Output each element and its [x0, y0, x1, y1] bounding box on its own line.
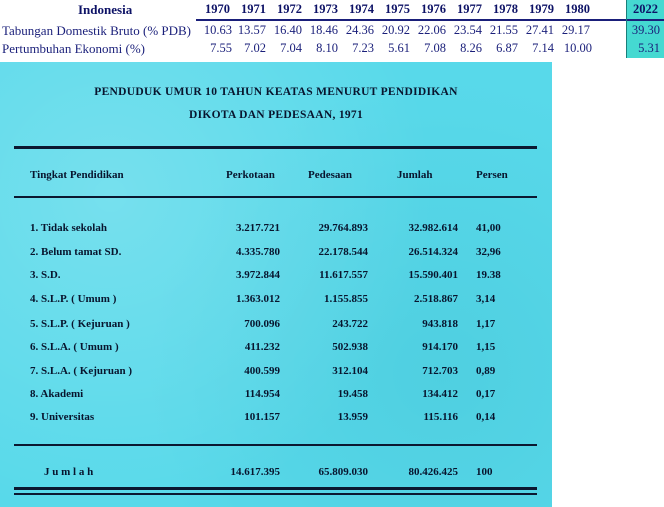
doc-title-line1: PENDUDUK UMUR 10 TAHUN KEATAS MENURUT PENDIDIKAN	[94, 86, 458, 98]
row-percent: 1,17	[476, 318, 496, 330]
value-cell-2022: 39.30	[631, 23, 660, 37]
doc-title-line2: DIKOTA DAN PEDESAAN, 1971	[188, 109, 364, 121]
row-percent: 41,00	[476, 222, 501, 234]
highlight-2022-border	[626, 0, 627, 58]
header-rule	[14, 196, 537, 198]
row-urban: 114.954	[244, 388, 280, 400]
value-cell: 7.23	[352, 41, 374, 55]
year-header: 1980	[565, 2, 590, 16]
row-total: 115.116	[423, 411, 458, 423]
value-cell: 7.04	[280, 41, 302, 55]
value-cell: 8.10	[316, 41, 338, 55]
value-cell: 13.57	[237, 23, 266, 37]
row-total: 15.590.401	[408, 269, 458, 281]
top-rule	[14, 146, 537, 149]
value-cell: 10.63	[203, 23, 232, 37]
row-total: 914.170	[422, 341, 458, 353]
row-rural: 312.104	[332, 365, 368, 377]
year-header: 1977	[457, 2, 482, 16]
row-percent: 0,14	[476, 411, 496, 423]
total-urban: 14.617.395	[230, 466, 280, 478]
col-header-percent: Persen	[476, 169, 508, 181]
col-header-rural: Pedesaan	[308, 169, 352, 181]
row-level: 5. S.L.P. ( Kejuruan )	[30, 318, 130, 330]
row-percent: 3,14	[476, 293, 496, 305]
row-label: Tabungan Domestik Bruto (% PDB)	[2, 23, 192, 38]
table-row	[0, 290, 552, 308]
row-rural: 1.155.855	[324, 293, 368, 305]
row-urban: 3.972.844	[236, 269, 280, 281]
value-cell: 20.92	[381, 23, 410, 37]
row-level: 4. S.L.P. ( Umum )	[30, 293, 117, 305]
indonesia-economic-table	[0, 0, 664, 58]
year-header: 1976	[421, 2, 446, 16]
row-rural: 502.938	[332, 341, 368, 353]
row-urban: 4.335.780	[236, 246, 280, 258]
row-urban: 101.157	[244, 411, 280, 423]
value-cell: 10.00	[563, 41, 592, 55]
value-cell: 24.36	[345, 23, 374, 37]
year-header: 1972	[277, 2, 302, 16]
row-level: 1. Tidak sekolah	[30, 222, 107, 234]
value-cell: 6.87	[496, 41, 518, 55]
row-total: 26.514.324	[408, 246, 458, 258]
table-row	[0, 266, 552, 284]
row-rural: 11.617.557	[319, 269, 368, 281]
total-row	[0, 463, 552, 481]
value-cell: 18.46	[309, 23, 338, 37]
row-percent: 1,15	[476, 341, 496, 353]
col-header-urban: Perkotaan	[226, 169, 275, 181]
total-rural: 65.809.030	[318, 466, 368, 478]
value-cell: 8.26	[460, 41, 482, 55]
row-rural: 19.458	[337, 388, 368, 400]
row-total: 134.412	[422, 388, 458, 400]
row-rural: 22.178.544	[318, 246, 368, 258]
table-row	[0, 385, 552, 403]
top-table-row-savings	[0, 21, 664, 40]
value-cell: 22.06	[417, 23, 446, 37]
year-header: 1975	[385, 2, 410, 16]
row-percent: 0,89	[476, 365, 496, 377]
value-cell: 7.08	[424, 41, 446, 55]
value-cell: 16.40	[273, 23, 302, 37]
value-cell: 7.14	[532, 41, 554, 55]
col-header-total: Jumlah	[397, 169, 433, 181]
row-label: Pertumbuhan Ekonomi (%)	[2, 41, 145, 56]
doc-header-row	[0, 166, 552, 184]
row-urban: 1.363.012	[236, 293, 280, 305]
row-total: 712.703	[422, 365, 458, 377]
total-label: J u m l a h	[44, 466, 94, 478]
table-row	[0, 362, 552, 380]
top-table-country-label: Indonesia	[78, 2, 133, 17]
value-cell: 7.02	[244, 41, 266, 55]
value-cell: 29.17	[561, 23, 590, 37]
row-total: 2.518.867	[414, 293, 458, 305]
row-rural: 29.764.893	[318, 222, 368, 234]
year-header: 1970	[205, 2, 230, 16]
row-percent: 32,96	[476, 246, 501, 258]
year-header: 1978	[493, 2, 518, 16]
table-row	[0, 219, 552, 237]
table-row	[0, 408, 552, 426]
value-cell: 7.55	[210, 41, 232, 55]
row-urban: 3.217.721	[236, 222, 280, 234]
year-header: 1979	[529, 2, 554, 16]
row-percent: 0,17	[476, 388, 496, 400]
year-header: 1973	[313, 2, 338, 16]
row-total: 32.982.614	[408, 222, 458, 234]
table-row	[0, 315, 552, 333]
value-cell: 23.54	[453, 23, 482, 37]
top-table-header-row	[0, 0, 664, 19]
row-level: 6. S.L.A. ( Umum )	[30, 341, 119, 353]
table-row	[0, 243, 552, 261]
row-urban: 700.096	[244, 318, 280, 330]
value-cell: 5.61	[388, 41, 410, 55]
table-row	[0, 338, 552, 356]
row-level: 2. Belum tamat SD.	[30, 246, 122, 258]
col-header-level: Tingkat Pendidikan	[30, 169, 124, 181]
row-percent: 19.38	[476, 269, 501, 281]
scanned-education-table	[0, 62, 552, 507]
row-urban: 400.599	[244, 365, 280, 377]
row-rural: 13.959	[337, 411, 368, 423]
row-urban: 411.232	[244, 341, 280, 353]
value-cell: 27.41	[525, 23, 554, 37]
row-level: 7. S.L.A. ( Kejuruan )	[30, 365, 133, 377]
year-header: 1971	[241, 2, 266, 16]
row-rural: 243.722	[332, 318, 368, 330]
row-total: 943.818	[422, 318, 458, 330]
top-table-row-growth	[0, 39, 664, 58]
value-cell: 21.55	[489, 23, 518, 37]
total-rule	[14, 444, 537, 446]
year-header-2022: 2022	[633, 2, 658, 16]
bottom-rule	[14, 487, 537, 490]
value-cell-2022: 5.31	[638, 41, 660, 55]
row-level: 9. Universitas	[30, 411, 95, 423]
total-total: 80.426.425	[408, 466, 458, 478]
total-percent: 100	[476, 466, 493, 478]
year-header: 1974	[349, 2, 374, 16]
row-level: 8. Akademi	[30, 388, 84, 400]
bottom-rule-double	[14, 493, 537, 495]
row-level: 3. S.D.	[30, 269, 61, 281]
